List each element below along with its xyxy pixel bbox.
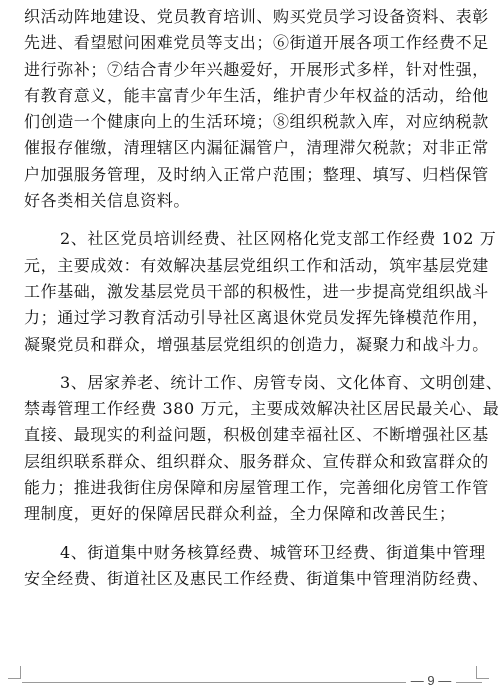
text-line: 禁毒管理工作经费 380 万元，主要成效解决社区居民最关心、最	[24, 399, 500, 419]
text-line: 催报存催缴，清理辖区内漏征漏管户，清理滞欠税款；对非正常	[24, 138, 489, 158]
page-number: — 9 —	[406, 672, 456, 690]
body-text	[24, 0, 503, 592]
text-line: 力；通过学习教育活动引导社区离退休党员发挥先锋模范作用，	[24, 308, 489, 328]
text-line: 凝聚党员和群众，增强基层党组织的创造力，凝聚力和战斗力。	[24, 334, 489, 354]
text-line: 层组织联系群众、组织群众、服务群众、宣传群众和致富群众的	[24, 451, 489, 471]
page-number-value: 9	[427, 673, 435, 688]
text-line: 户加强服务管理，及时纳入正常户范围；整理、填写、归档保管	[24, 164, 489, 184]
text-line: 元，主要成效：有效解决基层党组织工作和活动，筑牢基层党建	[24, 255, 489, 275]
text-line: 有教育意义，能丰富青少年生活，维护青少年权益的活动，给他	[24, 85, 489, 105]
text-line: 理制度，更好的保障居民群众利益，全力保障和改善民生；	[24, 504, 456, 524]
text-line: 先进、看望慰问困难党员等支出；⑥街道开展各项工作经费不足	[24, 33, 489, 53]
crop-mark-bottom-right	[476, 666, 489, 679]
text-line: 2、社区党员培训经费、社区网格化党支部工作经费 102 万	[60, 229, 497, 249]
text-line: 直接、最现实的利益问题，积极创建幸福社区、不断增强社区基	[24, 425, 489, 445]
text-line: 能力；推进我街住房保障和房屋管理工作，完善细化房管工作管	[24, 478, 489, 498]
text-line: 们创造一个健康向上的生活环境；⑧组织税款入库，对应纳税款	[24, 112, 489, 132]
text-line: 3、居家养老、统计工作、房管专岗、文化体育、文明创建、	[60, 372, 503, 392]
paragraph-item-3	[24, 370, 503, 528]
text-line: 进行弥补；⑦结合青少年兴趣爱好，开展形式多样，针对性强，	[24, 59, 489, 79]
text-line: 织活动阵地建设、党员教育培训、购买党员学习设备资料、表彰	[24, 7, 489, 26]
text-line: 工作基础，激发基层党员干部的积极性，进一步提高党组织战斗	[24, 281, 489, 301]
crop-mark-bottom-left	[8, 666, 21, 679]
text-line: 好各类相关信息资料。	[24, 191, 191, 211]
paragraph-continuation	[24, 4, 489, 214]
paragraph-item-2	[24, 226, 497, 357]
paragraph-item-4	[24, 540, 489, 593]
text-line: 安全经费、街道社区及惠民工作经费、街道集中管理消防经费、	[24, 568, 489, 588]
text-line: 4、街道集中财务核算经费、城管环卫经费、街道集中管理	[60, 542, 486, 562]
